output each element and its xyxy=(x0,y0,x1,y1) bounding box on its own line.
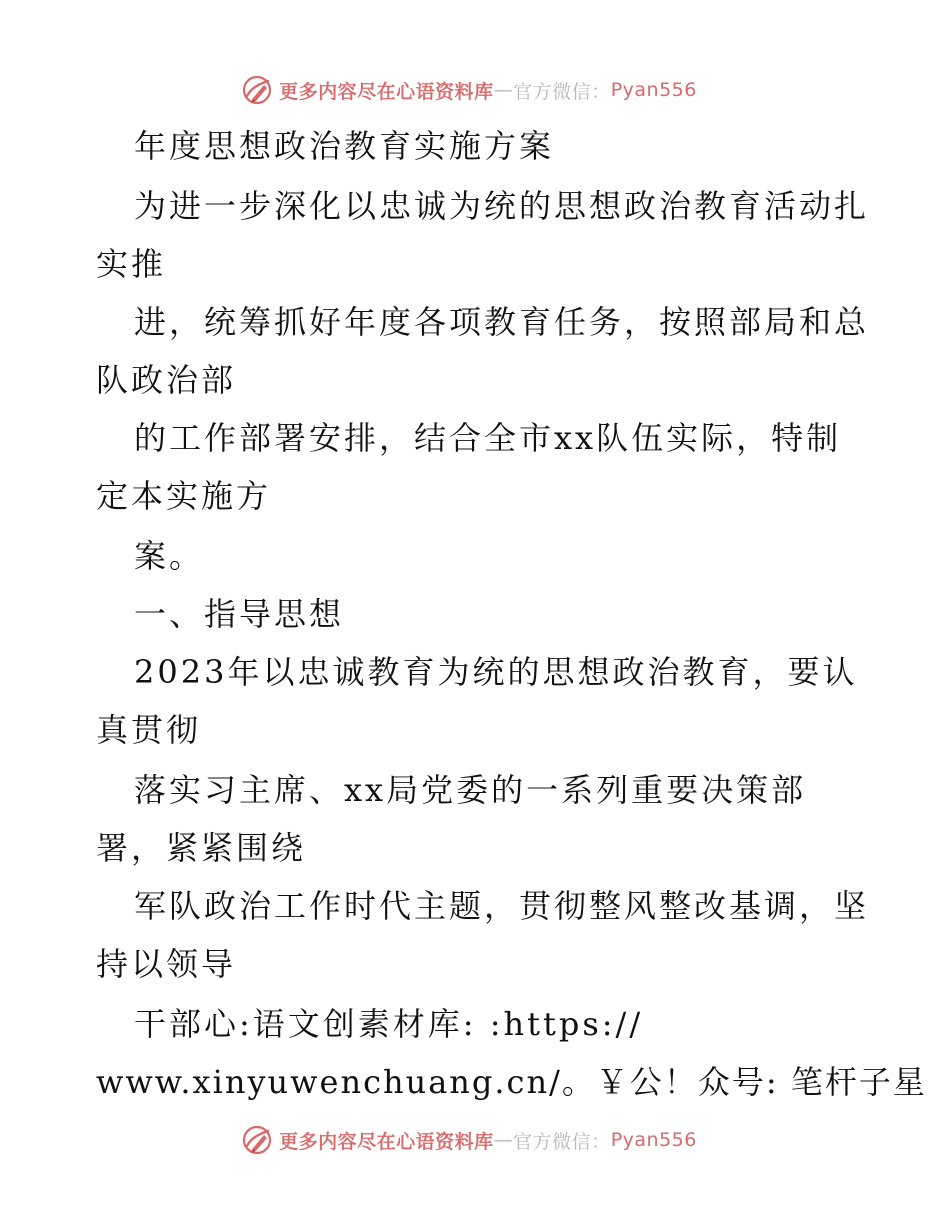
paragraph-line: 干部心:语文创素材库: :https:// xyxy=(134,1005,644,1043)
paragraph-line: 实推 xyxy=(96,245,167,283)
watermark-main-text: 更多内容尽在心语资料库 xyxy=(279,80,494,103)
paragraph-line: 定本实施方 xyxy=(96,477,272,515)
watermark-text xyxy=(279,77,697,104)
pen-logo-icon xyxy=(241,1124,273,1156)
footer-watermark-banner xyxy=(0,1120,950,1160)
watermark-wechat-label: 官方微信： xyxy=(513,80,611,103)
paragraph-line: 署，紧紧围绕 xyxy=(96,829,307,867)
paragraph-line: 落实习主席、xx局党委的一系列重要决策部 xyxy=(134,771,807,809)
watermark-wechat-id: Pyan556 xyxy=(610,79,697,101)
paragraph-line: 军队政治工作时代主题，贯彻整风整改基调，坚 xyxy=(134,887,870,925)
watermark-main-text: 更多内容尽在心语资料库 xyxy=(279,1130,494,1153)
paragraph-line: 的工作部署安排，结合全市xx队伍实际，特制 xyxy=(134,419,842,457)
document-title: 年度思想政治教育实施方案 xyxy=(134,127,555,165)
watermark-wechat-label: 官方微信： xyxy=(513,1130,611,1153)
paragraph-line: 案。 xyxy=(134,537,205,575)
header-watermark-banner xyxy=(0,70,950,110)
paragraph-line: 持以领导 xyxy=(96,945,237,983)
paragraph-line: 队政治部 xyxy=(96,361,237,399)
pen-logo-icon xyxy=(241,74,273,106)
paragraph-line: 真贯彻 xyxy=(96,711,202,749)
paragraph-line: 为进一步深化以忠诚为统的思想政治教育活动扎 xyxy=(134,187,870,225)
paragraph-line: 2023年以忠诚教育为统的思想政治教育，要认 xyxy=(134,653,858,691)
paragraph-line: www.xinyuwenchuang.cn/。￥公！众号: 笔杆子星 xyxy=(96,1063,927,1101)
watermark-dash: — xyxy=(493,79,514,101)
watermark-dash: — xyxy=(493,1129,514,1151)
watermark-text xyxy=(279,1127,697,1154)
paragraph-line: 进，统筹抓好年度各项教育任务，按照部局和总 xyxy=(134,303,870,341)
section-heading: 一、指导思想 xyxy=(134,595,345,633)
watermark-wechat-id: Pyan556 xyxy=(610,1129,697,1151)
